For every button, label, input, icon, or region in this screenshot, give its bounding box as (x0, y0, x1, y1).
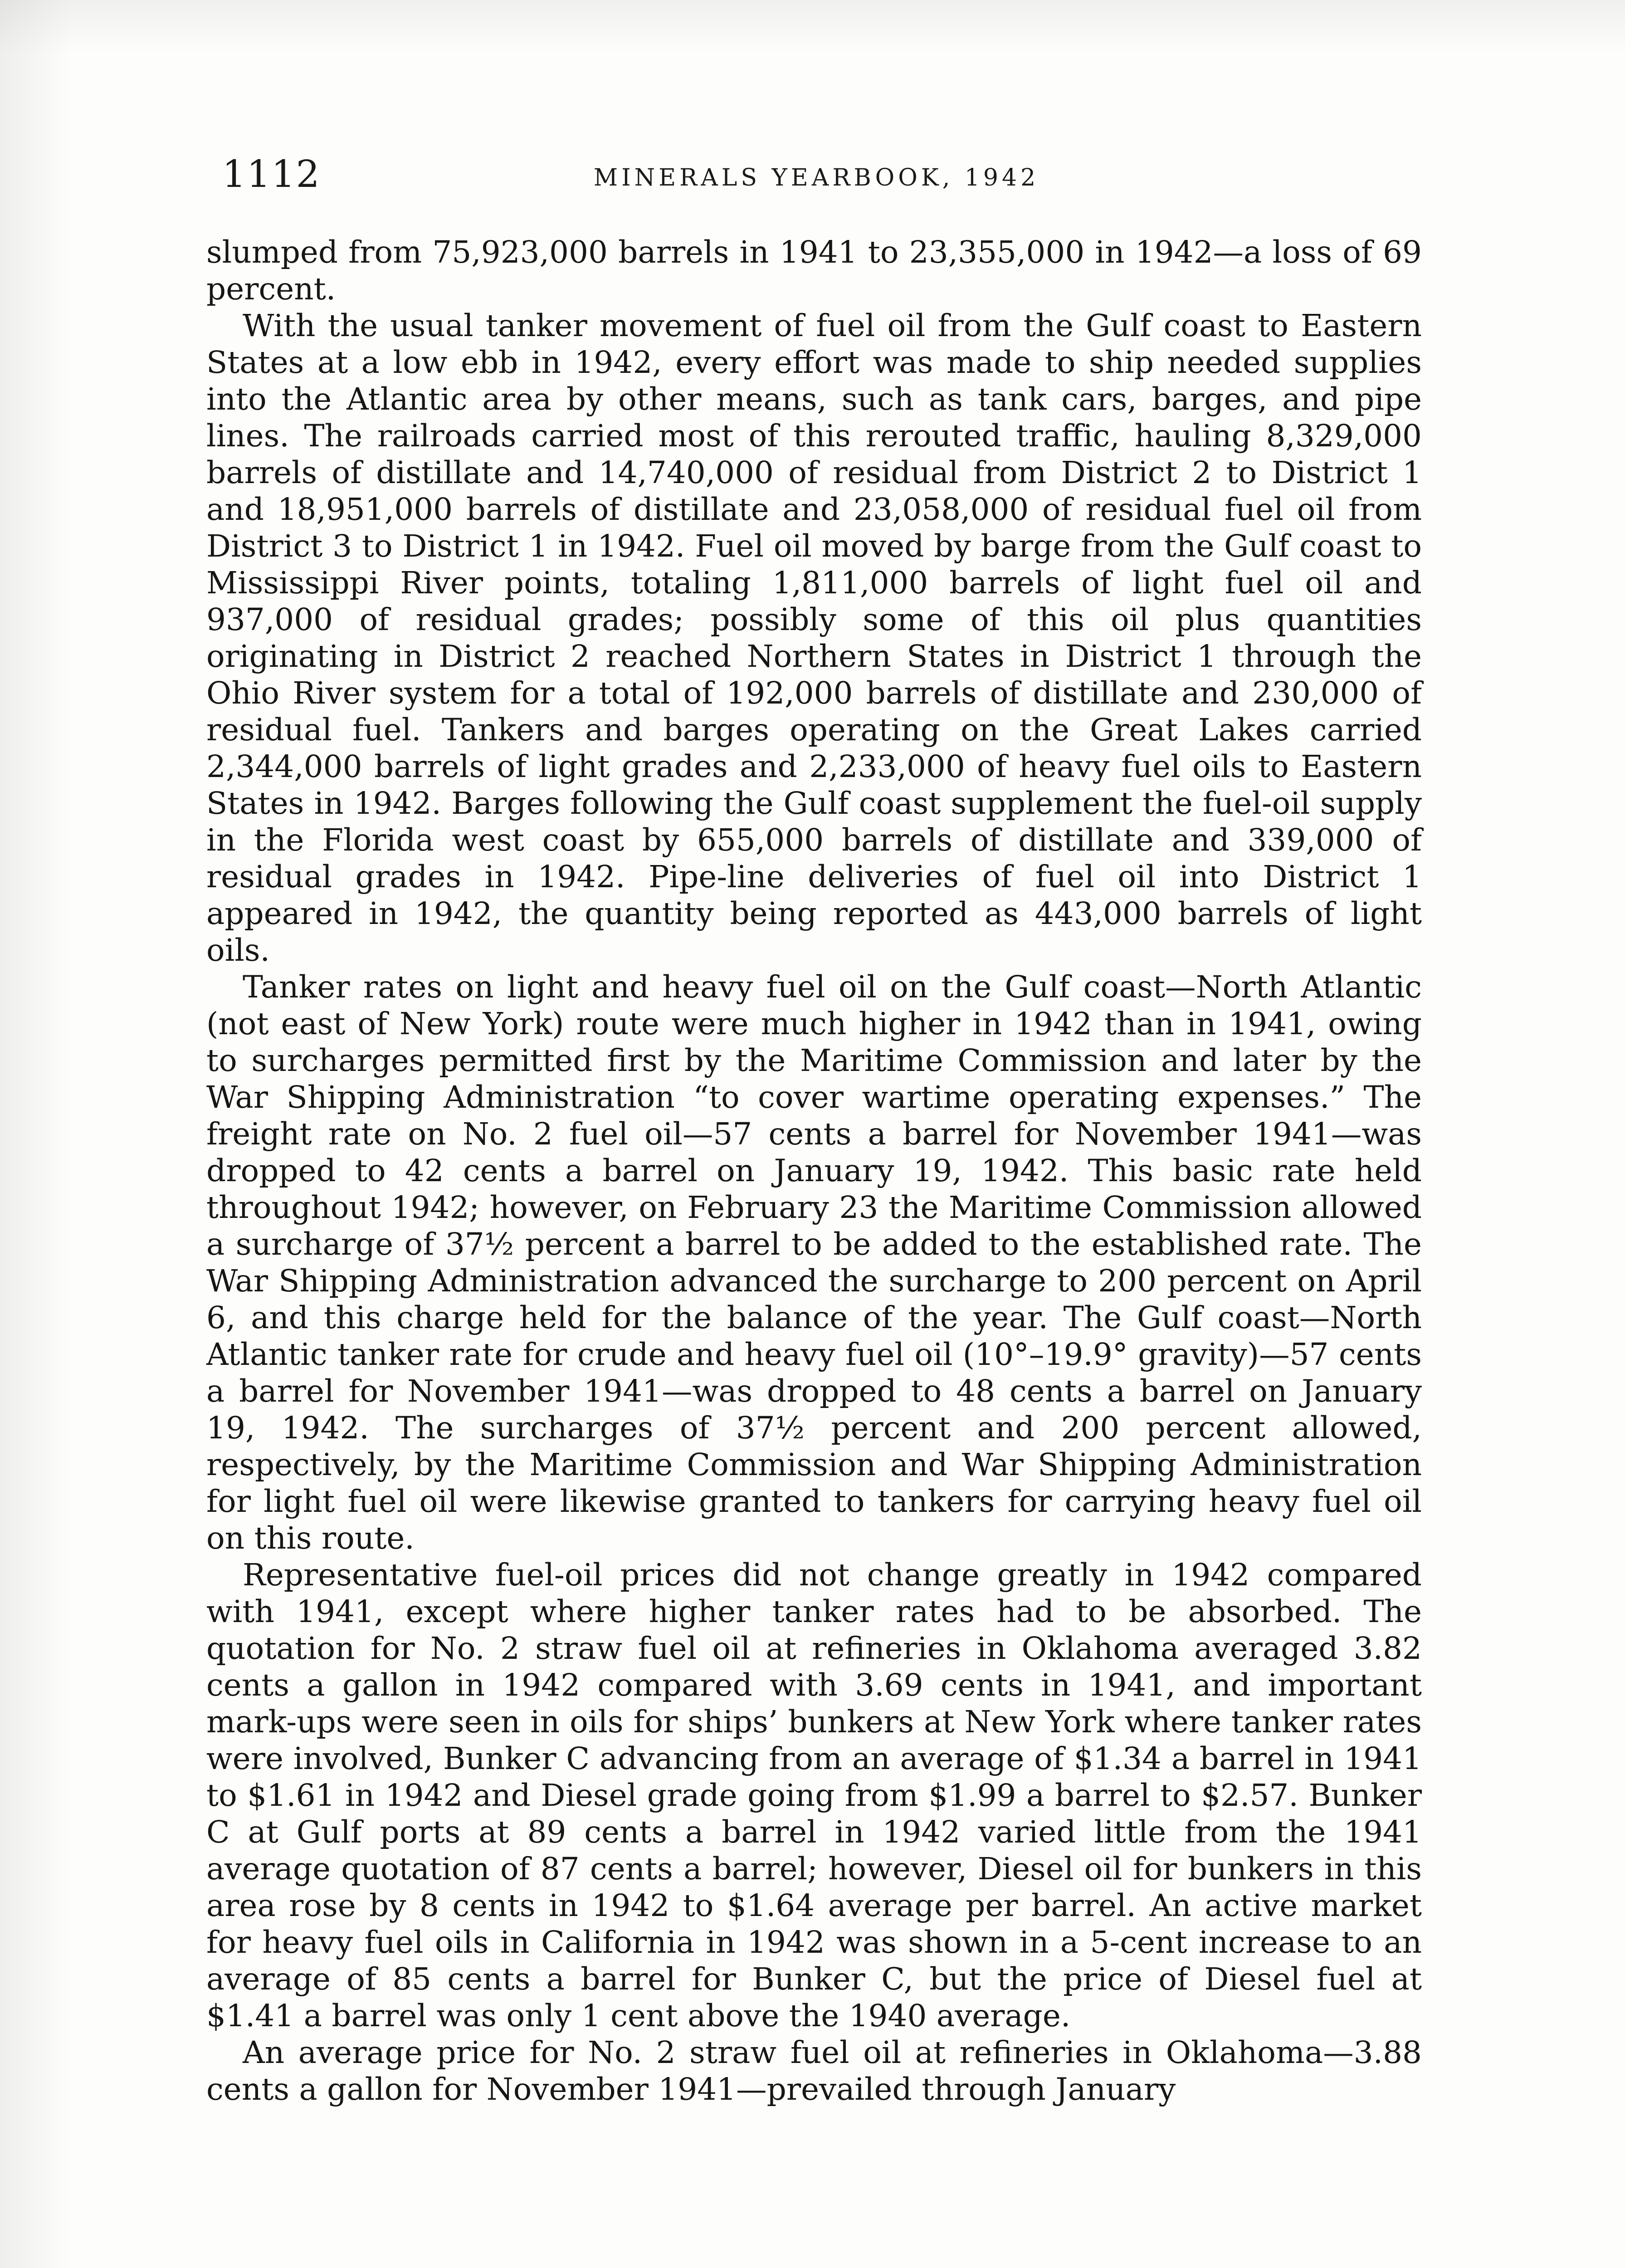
running-head: MINERALS YEARBOOK, 1942 (593, 164, 1039, 191)
scan-top-shade (0, 0, 1625, 54)
scan-gutter-shade (0, 0, 73, 2268)
paragraph-rerouted-traffic: With the usual tanker movement of fuel oil from the Gulf coast to Eastern States at a low ebb in 1942, every effort was made to ship needed supplies into the Atlantic area by other means, such as tank cars, barges, and pipe lines. The railroads carried most of this rerouted traffic, hauling 8,329,000 barrels of distillate and 14,740,000 of residual from District 2 to District 1 and 18,951,000 barrels of distillate and 23,058,000 of residual fuel oil from District 3 to District 1 in 1942. Fuel oil moved by barge from the Gulf coast to Mississippi River points, totaling 1,811,000 barrels of light fuel oil and 937,000 of residual grades; possibly some of this oil plus quantities originating in District 2 reached Northern States in District 1 through the Ohio River system for a total of 192,000 barrels of distillate and 230,000 of residual fuel. Tankers and barges operating on the Great Lakes carried 2,344,000 barrels of light grades and 2,233,000 of heavy fuel oils to Eastern States in 1942. Barges following the Gulf coast supplement the fuel-oil supply in the Florida west coast by 655,000 barrels of distillate and 339,000 of residual grades in 1942. Pipe-line deliveries of fuel oil into District 1 appeared in 1942, the quantity being reported as 443,000 barrels of light oils. (206, 308, 1422, 968)
paragraph-fuel-oil-prices: Representative fuel-oil prices did not change greatly in 1942 compared with 1941, except where higher tanker rates had to be absorbed. The quotation for No. 2 straw fuel oil at refineries in Oklahoma averaged 3.82 cents a gallon in 1942 compared with 3.69 cents in 1941, and important mark-ups were seen in oils for ships’ bunkers at New York where tanker rates were involved, Bunker C advancing from an average of $1.34 a barrel in 1941 to $1.61 in 1942 and Diesel grade going from $1.99 a barrel to $2.57. Bunker C at Gulf ports at 89 cents a barrel in 1942 varied little from the 1941 average quotation of 87 cents a barrel; however, Diesel oil for bunkers in this area rose by 8 cents in 1942 to $1.64 average per barrel. An active market for heavy fuel oils in California in 1942 was shown in a 5-cent increase to an average of 85 cents a barrel for Bunker C, but the price of Diesel fuel at $1.41 a barrel was only 1 cent above the 1940 average. (206, 1557, 1422, 2033)
paragraph-average-price: An average price for No. 2 straw fuel oil at refineries in Oklahoma—3.88 cents a gallon for November 1941—prevailed through January (206, 2034, 1422, 2107)
paragraph-tanker-rates: Tanker rates on light and heavy fuel oil on the Gulf coast—North Atlantic (not east of New York) route were much higher in 1942 than in 1941, owing to surcharges permitted first by the Maritime Commission and later by the War Shipping Administration “to cover wartime operating expenses.” The freight rate on No. 2 fuel oil—57 cents a barrel for November 1941—was dropped to 42 cents a barrel on January 19, 1942. This basic rate held throughout 1942; however, on February 23 the Maritime Commission allowed a surcharge of 37½ percent a barrel to be added to the established rate. The War Shipping Administration advanced the surcharge to 200 percent on April 6, and this charge held for the balance of the year. The Gulf coast—North Atlantic tanker rate for crude and heavy fuel oil (10°–19.9° gravity)—57 cents a barrel for November 1941—was dropped to 48 cents a barrel on January 19, 1942. The surcharges of 37½ percent and 200 percent allowed, respectively, by the Maritime Commission and War Shipping Administration for light fuel oil were likewise granted to tankers for carrying heavy fuel oil on this route. (206, 969, 1422, 1556)
page-number: 1112 (222, 153, 321, 196)
body-text (206, 234, 1422, 2107)
paragraph-continuation: slumped from 75,923,000 barrels in 1941 to 23,355,000 in 1942—a loss of 69 percent. (206, 234, 1422, 307)
page-header (222, 150, 1410, 204)
